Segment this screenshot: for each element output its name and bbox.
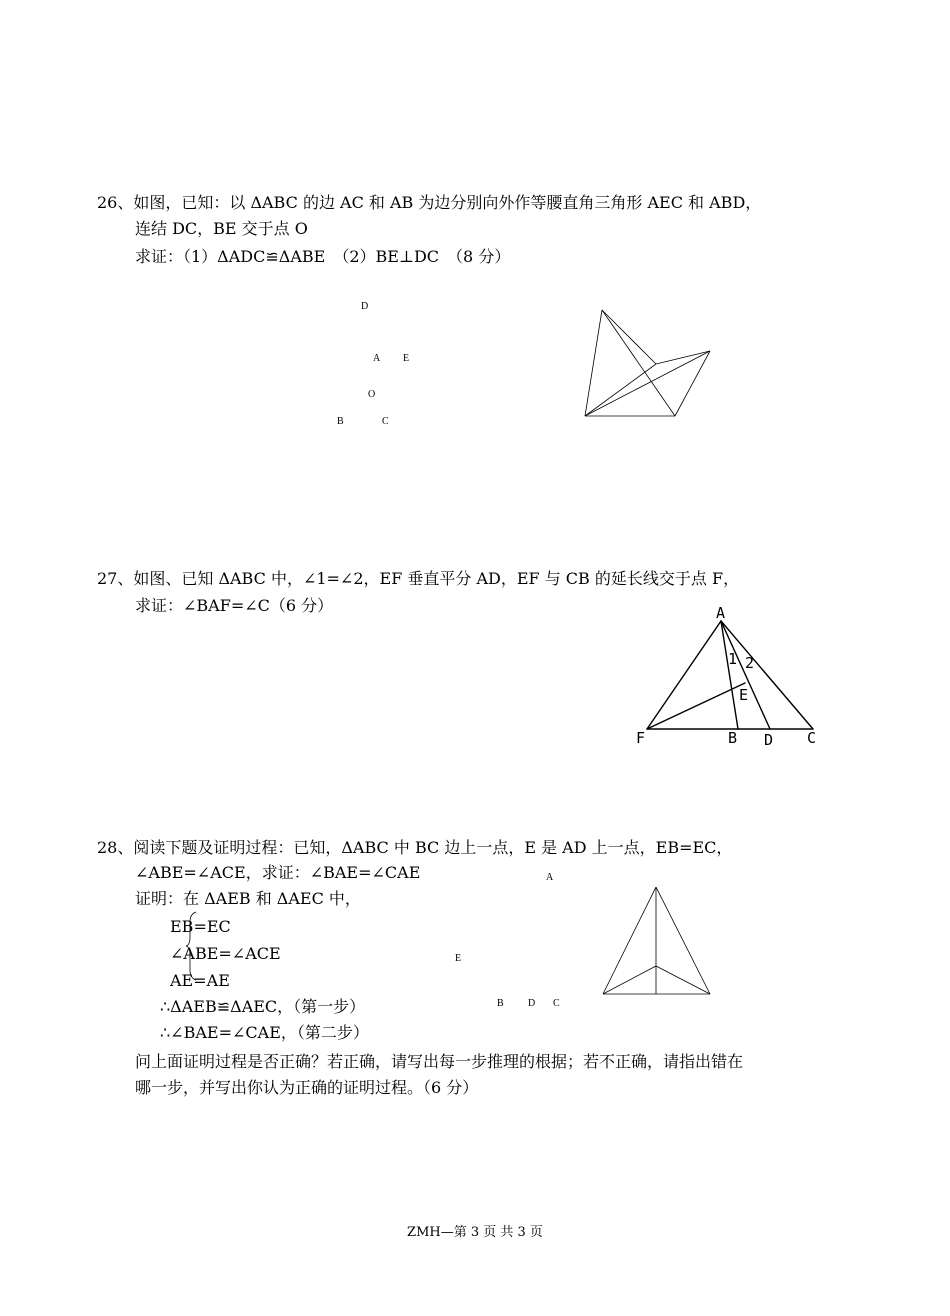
q26-seg-a-e	[656, 351, 710, 364]
q27-line-1: 27、如图、已知 ΔABC 中，∠1=∠2，EF 垂直平分 AD，EF 与 CB 的延长线交于点 F，	[97, 569, 740, 588]
q26-line-1: 26、如图，已知：以 ΔABC 的边 AC 和 AB 为边分别向外作等腰直角三角形 AEC 和 ABD，	[97, 193, 762, 212]
q26-label-o: O	[368, 389, 376, 400]
q27-seg-a-d	[721, 621, 770, 729]
q26-seg-a-b	[585, 364, 656, 416]
q28-label-b: B	[497, 998, 504, 1009]
q28-condition-3: AE=AE	[170, 971, 230, 990]
q26-seg-e-c	[675, 351, 710, 416]
q27-line-2: 求证：∠BAF=∠C（6 分）	[135, 596, 334, 615]
q26-line-2: 连结 DC，BE 交于点 O	[135, 219, 308, 238]
q26-label-c: C	[382, 416, 389, 427]
q26-seg-d-a	[602, 310, 656, 364]
q27-label-f: F	[636, 729, 646, 747]
q26-line-3: 求证：（1）ΔADC≌ΔABE （2）BE⊥DC （8 分）	[135, 247, 511, 266]
q26-label-b: B	[337, 416, 344, 427]
q28-seg-a-b	[603, 887, 656, 994]
q27-label-c: C	[807, 729, 817, 747]
q28-line-1: 28、阅读下题及证明过程：已知，ΔABC 中 BC 边上一点，E 是 AD 上一点，EB=EC，	[97, 838, 733, 857]
q27-seg-a-b	[721, 621, 738, 729]
q27-label-a: A	[716, 604, 726, 622]
q27-seg-f-e	[647, 683, 745, 729]
q27-label-b: B	[728, 729, 738, 747]
q28-step-2: ∴∠BAE=∠CAE，（第二步）	[160, 1023, 369, 1042]
q26-label-e: E	[403, 353, 410, 364]
q28-label-a: A	[546, 872, 554, 883]
q28-seg-b-e	[603, 966, 656, 994]
q28-condition-2: ∠ABE=∠ACE	[170, 944, 281, 963]
q28-label-c: C	[553, 998, 560, 1009]
q27-seg-a-f	[647, 621, 721, 729]
q27-seg-a-c	[721, 621, 813, 729]
q28-label-e: E	[455, 953, 462, 964]
page-footer: ZMH—第 3 页 共 3 页	[407, 1225, 543, 1240]
q26-label-d: D	[361, 301, 369, 312]
q28-line-2: ∠ABE=∠ACE，求证：∠BAE=∠CAE	[135, 863, 421, 882]
q28-step-1: ∴ΔAEB≌ΔAEC，（第一步）	[160, 997, 366, 1016]
q26-seg-b-e	[585, 351, 710, 416]
q28-label-d: D	[528, 998, 536, 1009]
q26-seg-d-c	[602, 310, 675, 416]
q28-question-1: 问上面证明过程是否正确？若正确，请写出每一步推理的根据；若不正确，请指出错在	[135, 1052, 744, 1071]
q28-question-2: 哪一步，并写出你认为正确的证明过程。（6 分）	[135, 1078, 479, 1097]
q26-seg-d-b	[585, 310, 602, 416]
q27-label-2: 2	[745, 654, 755, 672]
q27-label-1: 1	[728, 650, 738, 668]
q28-seg-a-c	[656, 887, 710, 994]
q28-seg-e-c	[656, 966, 710, 994]
q27-label-d: D	[764, 731, 774, 749]
q27-label-e: E	[739, 686, 749, 704]
q28-condition-1: EB=EC	[170, 917, 231, 936]
q26-label-a: A	[373, 353, 381, 364]
q28-line-3: 证明：在 ΔAEB 和 ΔAEC 中，	[135, 889, 361, 908]
